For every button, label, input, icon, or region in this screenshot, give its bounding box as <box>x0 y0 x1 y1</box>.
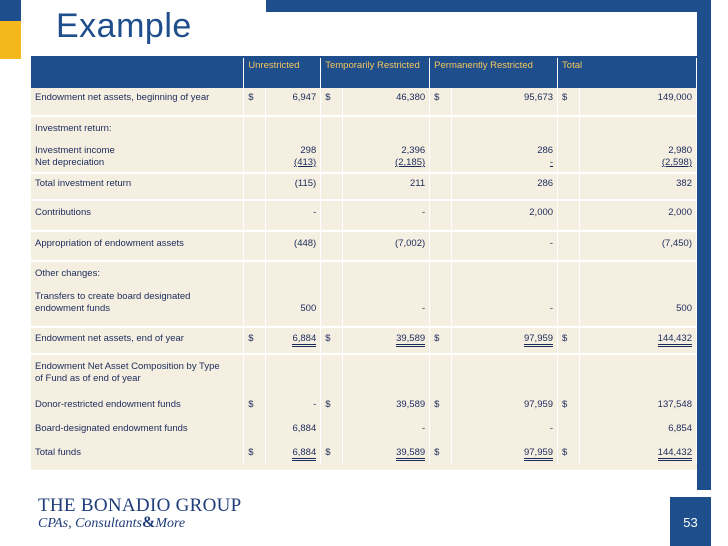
value: (2,185) <box>395 157 426 168</box>
dollar-sign: $ <box>430 327 452 354</box>
cell-unrestricted: - <box>266 200 321 231</box>
header-unrestricted: Unrestricted <box>244 58 321 88</box>
cell-unrestricted: (115) <box>266 173 321 200</box>
dollar-sign: $ <box>434 447 440 458</box>
value: - <box>549 423 554 434</box>
sub-label: endowment funds <box>35 303 110 314</box>
cell-total: 500 <box>580 261 697 327</box>
dollar-sign: $ <box>321 327 343 354</box>
cell-unrestricted <box>266 116 321 173</box>
logo-tagline <box>38 515 242 532</box>
dollar-col <box>321 354 343 464</box>
decor-square-gold <box>0 21 21 59</box>
row-label: Endowment net assets, end of year <box>31 327 244 354</box>
value: 137,548 <box>657 399 692 410</box>
logo-ampersand: & <box>142 514 156 531</box>
dollar-sign: $ <box>321 88 343 116</box>
cell-temporarily <box>343 354 430 464</box>
value: 6,854 <box>668 423 692 434</box>
table-row <box>31 354 697 464</box>
value: 144,432 <box>658 333 692 347</box>
header-total: Total <box>558 58 697 88</box>
value: - <box>549 157 554 168</box>
cell-temporarily: - <box>343 261 430 327</box>
row-label <box>31 261 244 327</box>
table-row <box>31 88 697 116</box>
value: 6,884 <box>292 423 317 434</box>
logo-tagline-right: More <box>155 516 186 531</box>
dollar-sign: $ <box>562 399 568 410</box>
table-row <box>31 327 697 354</box>
cell-permanently <box>452 116 558 173</box>
table-row <box>31 173 697 200</box>
cell-temporarily: - <box>343 200 430 231</box>
table-header-row <box>31 58 697 88</box>
value: 97,959 <box>524 333 553 347</box>
row-label <box>31 354 244 464</box>
dollar-sign: $ <box>248 447 254 458</box>
dollar-sign: $ <box>244 88 266 116</box>
cell-unrestricted: (448) <box>266 231 321 261</box>
dollar-sign: $ <box>430 88 452 116</box>
dollar-col <box>430 354 452 464</box>
value: - <box>421 423 426 434</box>
title-notch <box>266 12 697 56</box>
value: 6,884 <box>292 447 316 461</box>
cell-temporarily: 46,380 <box>343 88 430 116</box>
cell-total <box>580 354 697 464</box>
value: 39,589 <box>396 333 425 347</box>
dollar-sign: $ <box>244 327 266 354</box>
logo-tagline-left: CPAs, Consultants <box>38 516 142 531</box>
cell-unrestricted: 6,947 <box>266 88 321 116</box>
sub-label: Total funds <box>35 447 81 458</box>
sub-label: Donor-restricted endowment funds <box>35 399 181 410</box>
header-temporarily-restricted: Temporarily Restricted <box>321 58 430 88</box>
sub-label: Net depreciation <box>35 157 105 168</box>
cell-total <box>580 327 697 354</box>
cell-unrestricted <box>266 354 321 464</box>
value: 6,884 <box>292 333 316 347</box>
cell-total: 2,000 <box>580 200 697 231</box>
slide-title: Example <box>56 7 192 45</box>
dollar-sign: $ <box>434 399 440 410</box>
cell-total <box>580 116 697 173</box>
cell-permanently: 286 <box>452 173 558 200</box>
row-label <box>31 116 244 173</box>
table-row <box>31 231 697 261</box>
header-permanently-restricted: Permanently Restricted <box>430 58 558 88</box>
dollar-sign: $ <box>562 447 568 458</box>
row-label: Endowment net assets, beginning of year <box>31 88 244 116</box>
dollar-col <box>558 354 580 464</box>
value: 298 <box>300 145 317 156</box>
cell-permanently: 2,000 <box>452 200 558 231</box>
decor-square-blue <box>0 0 21 21</box>
page-number-box <box>670 497 711 546</box>
cell-unrestricted: 500 <box>266 261 321 327</box>
value: 2,980 <box>668 145 692 156</box>
value: 286 <box>537 145 554 156</box>
dollar-col <box>244 354 266 464</box>
table-row <box>31 261 697 327</box>
row-label: Total investment return <box>31 173 244 200</box>
right-accent-bar <box>697 0 711 490</box>
value: - <box>313 399 317 410</box>
logo-main-text: THE BONADIO GROUP <box>38 495 242 516</box>
cell-unrestricted <box>266 327 321 354</box>
value: 97,959 <box>524 447 553 461</box>
cell-permanently <box>452 354 558 464</box>
sub-label: Investment income <box>35 145 115 156</box>
cell-permanently: 95,673 <box>452 88 558 116</box>
cell-temporarily: 211 <box>343 173 430 200</box>
cell-temporarily: (7,002) <box>343 231 430 261</box>
value: 39,589 <box>396 447 425 461</box>
dollar-sign: $ <box>325 447 331 458</box>
row-label: Appropriation of endowment assets <box>31 231 244 261</box>
dollar-sign: $ <box>558 327 580 354</box>
value: 144,432 <box>658 447 692 461</box>
table-row <box>31 200 697 231</box>
cell-permanently: - <box>452 261 558 327</box>
endowment-table-container <box>31 58 697 470</box>
table-row <box>31 116 697 173</box>
cell-total: 382 <box>580 173 697 200</box>
cell-temporarily <box>343 116 430 173</box>
section-label: Investment return: <box>35 123 112 134</box>
value: (413) <box>294 157 317 168</box>
value: 39,589 <box>396 399 426 410</box>
section-label: Other changes: <box>35 268 100 279</box>
value: 97,959 <box>523 399 554 410</box>
value: 2,396 <box>401 145 426 156</box>
cell-permanently: - <box>452 231 558 261</box>
cell-permanently <box>452 327 558 354</box>
sub-label: Transfers to create board designated <box>35 291 191 302</box>
dollar-sign: $ <box>558 88 580 116</box>
value: (2,598) <box>661 157 692 168</box>
endowment-table <box>31 58 697 464</box>
company-logo <box>38 496 242 532</box>
cell-total: 149,000 <box>580 88 697 116</box>
dollar-sign: $ <box>325 399 331 410</box>
dollar-sign: $ <box>248 399 254 410</box>
cell-total: (7,450) <box>580 231 697 261</box>
section-label: Endowment Net Asset Composition by Type <box>35 361 220 372</box>
row-label: Contributions <box>31 200 244 231</box>
sub-label: Board-designated endowment funds <box>35 423 188 434</box>
header-label-col <box>31 58 244 88</box>
page-number: 53 <box>683 515 698 530</box>
section-label: of Fund as of end of year <box>35 373 141 384</box>
cell-temporarily <box>343 327 430 354</box>
